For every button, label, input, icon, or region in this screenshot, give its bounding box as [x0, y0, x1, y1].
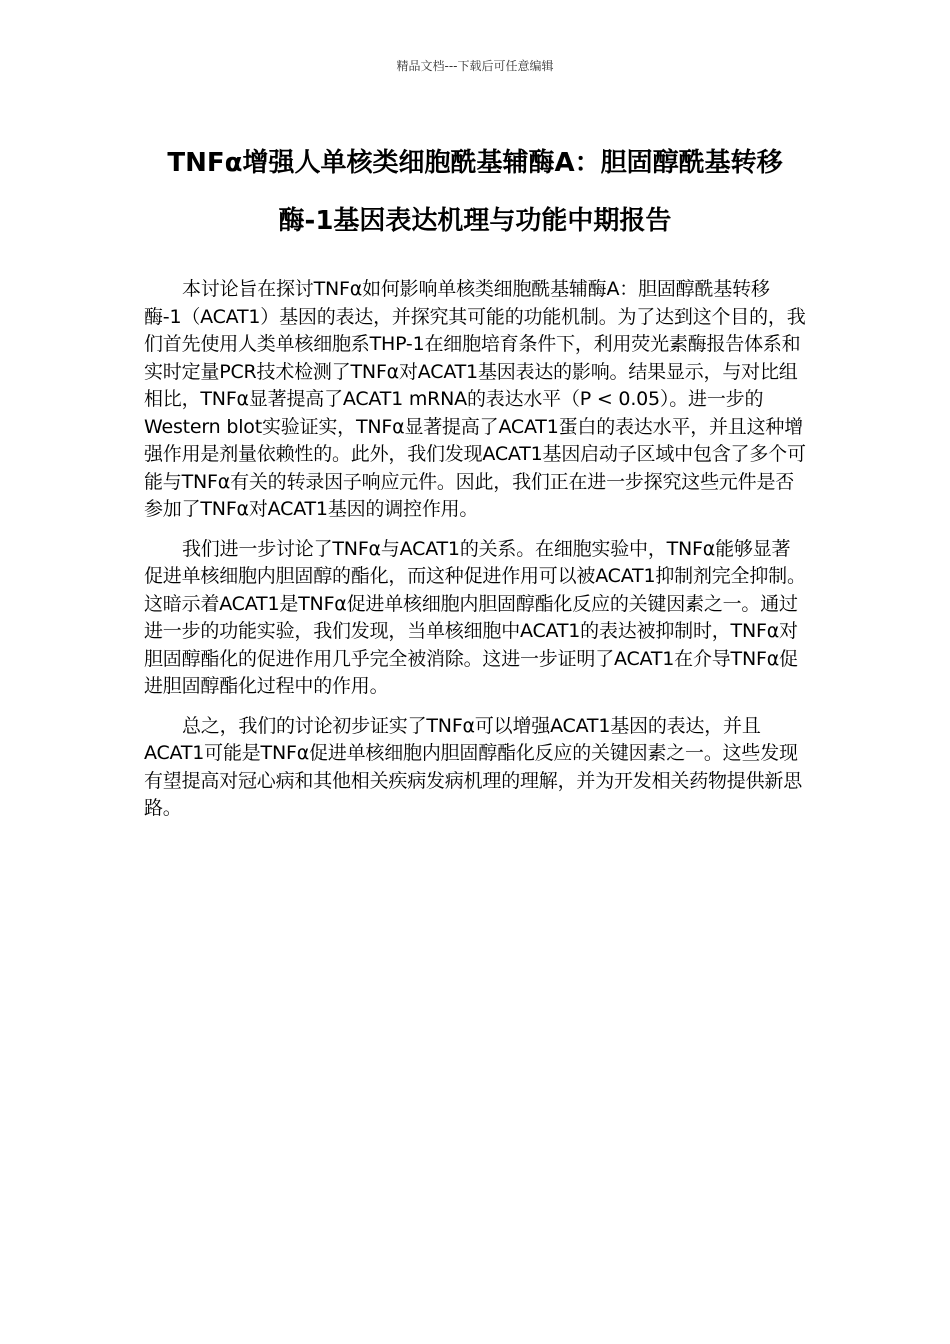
paragraph-3: 总之，我们的讨论初步证实了TNFα可以增强ACAT1基因的表达，并且ACAT1可能是TNFα促进单核细胞内胆固醇酯化反应的关键因素之一。这些发现有望提高对冠心病和其他相关疾病发病机理的理解，并为开发相关药物提供新思路。: [144, 714, 803, 819]
document-body: [144, 276, 806, 835]
paragraph-2: 我们进一步讨论了TNFα与ACAT1的关系。在细胞实验中，TNFα能够显著促进单核细胞内胆固醇的酯化，而这种促进作用可以被ACAT1抑制剂完全抑制。这暗示着ACAT1是TNFα促进单核细胞内胆固醇酯化反应的关键因素之一。通过进一步的功能实验，我们发现，当单核细胞中ACAT1的表达被抑制时，TNFα对胆固醇酯化的促进作用几乎完全被消除。这进一步证明了ACAT1在介导TNFα促进胆固醇酯化过程中的作用。: [144, 537, 806, 697]
paragraph-1: 本讨论旨在探讨TNFα如何影响单核类细胞酰基辅酶A：胆固醇酰基转移酶-1（ACAT1）基因的表达，并探究其可能的功能机制。为了达到这个目的，我们首先使用人类单核细胞系THP-1在细胞培育条件下，利用荧光素酶报告体系和实时定量PCR技术检测了TNFα对ACAT1基因表达的影响。结果显示，与对比组相比，TNFα显著提高了ACAT1 mRNA的表达水平（P < 0.05）。进一步的Western blot实验证实，TNFα显著提高了ACAT1蛋白的表达水平，并且这种增强作用是剂量依赖性的。此外，我们发现ACAT1基因启动子区域中包含了多个可能与TNFα有关的转录因子响应元件。因此，我们正在进一步探究这些元件是否参加了TNFα对ACAT1基因的调控作用。: [144, 278, 806, 520]
page-header: 精品文档---下载后可任意编辑: [396, 59, 554, 73]
document-title: TNFα增强人单核类细胞酰基辅酶A：胆固醇酰基转移酶-1基因表达机理与功能中期报告: [167, 148, 783, 236]
